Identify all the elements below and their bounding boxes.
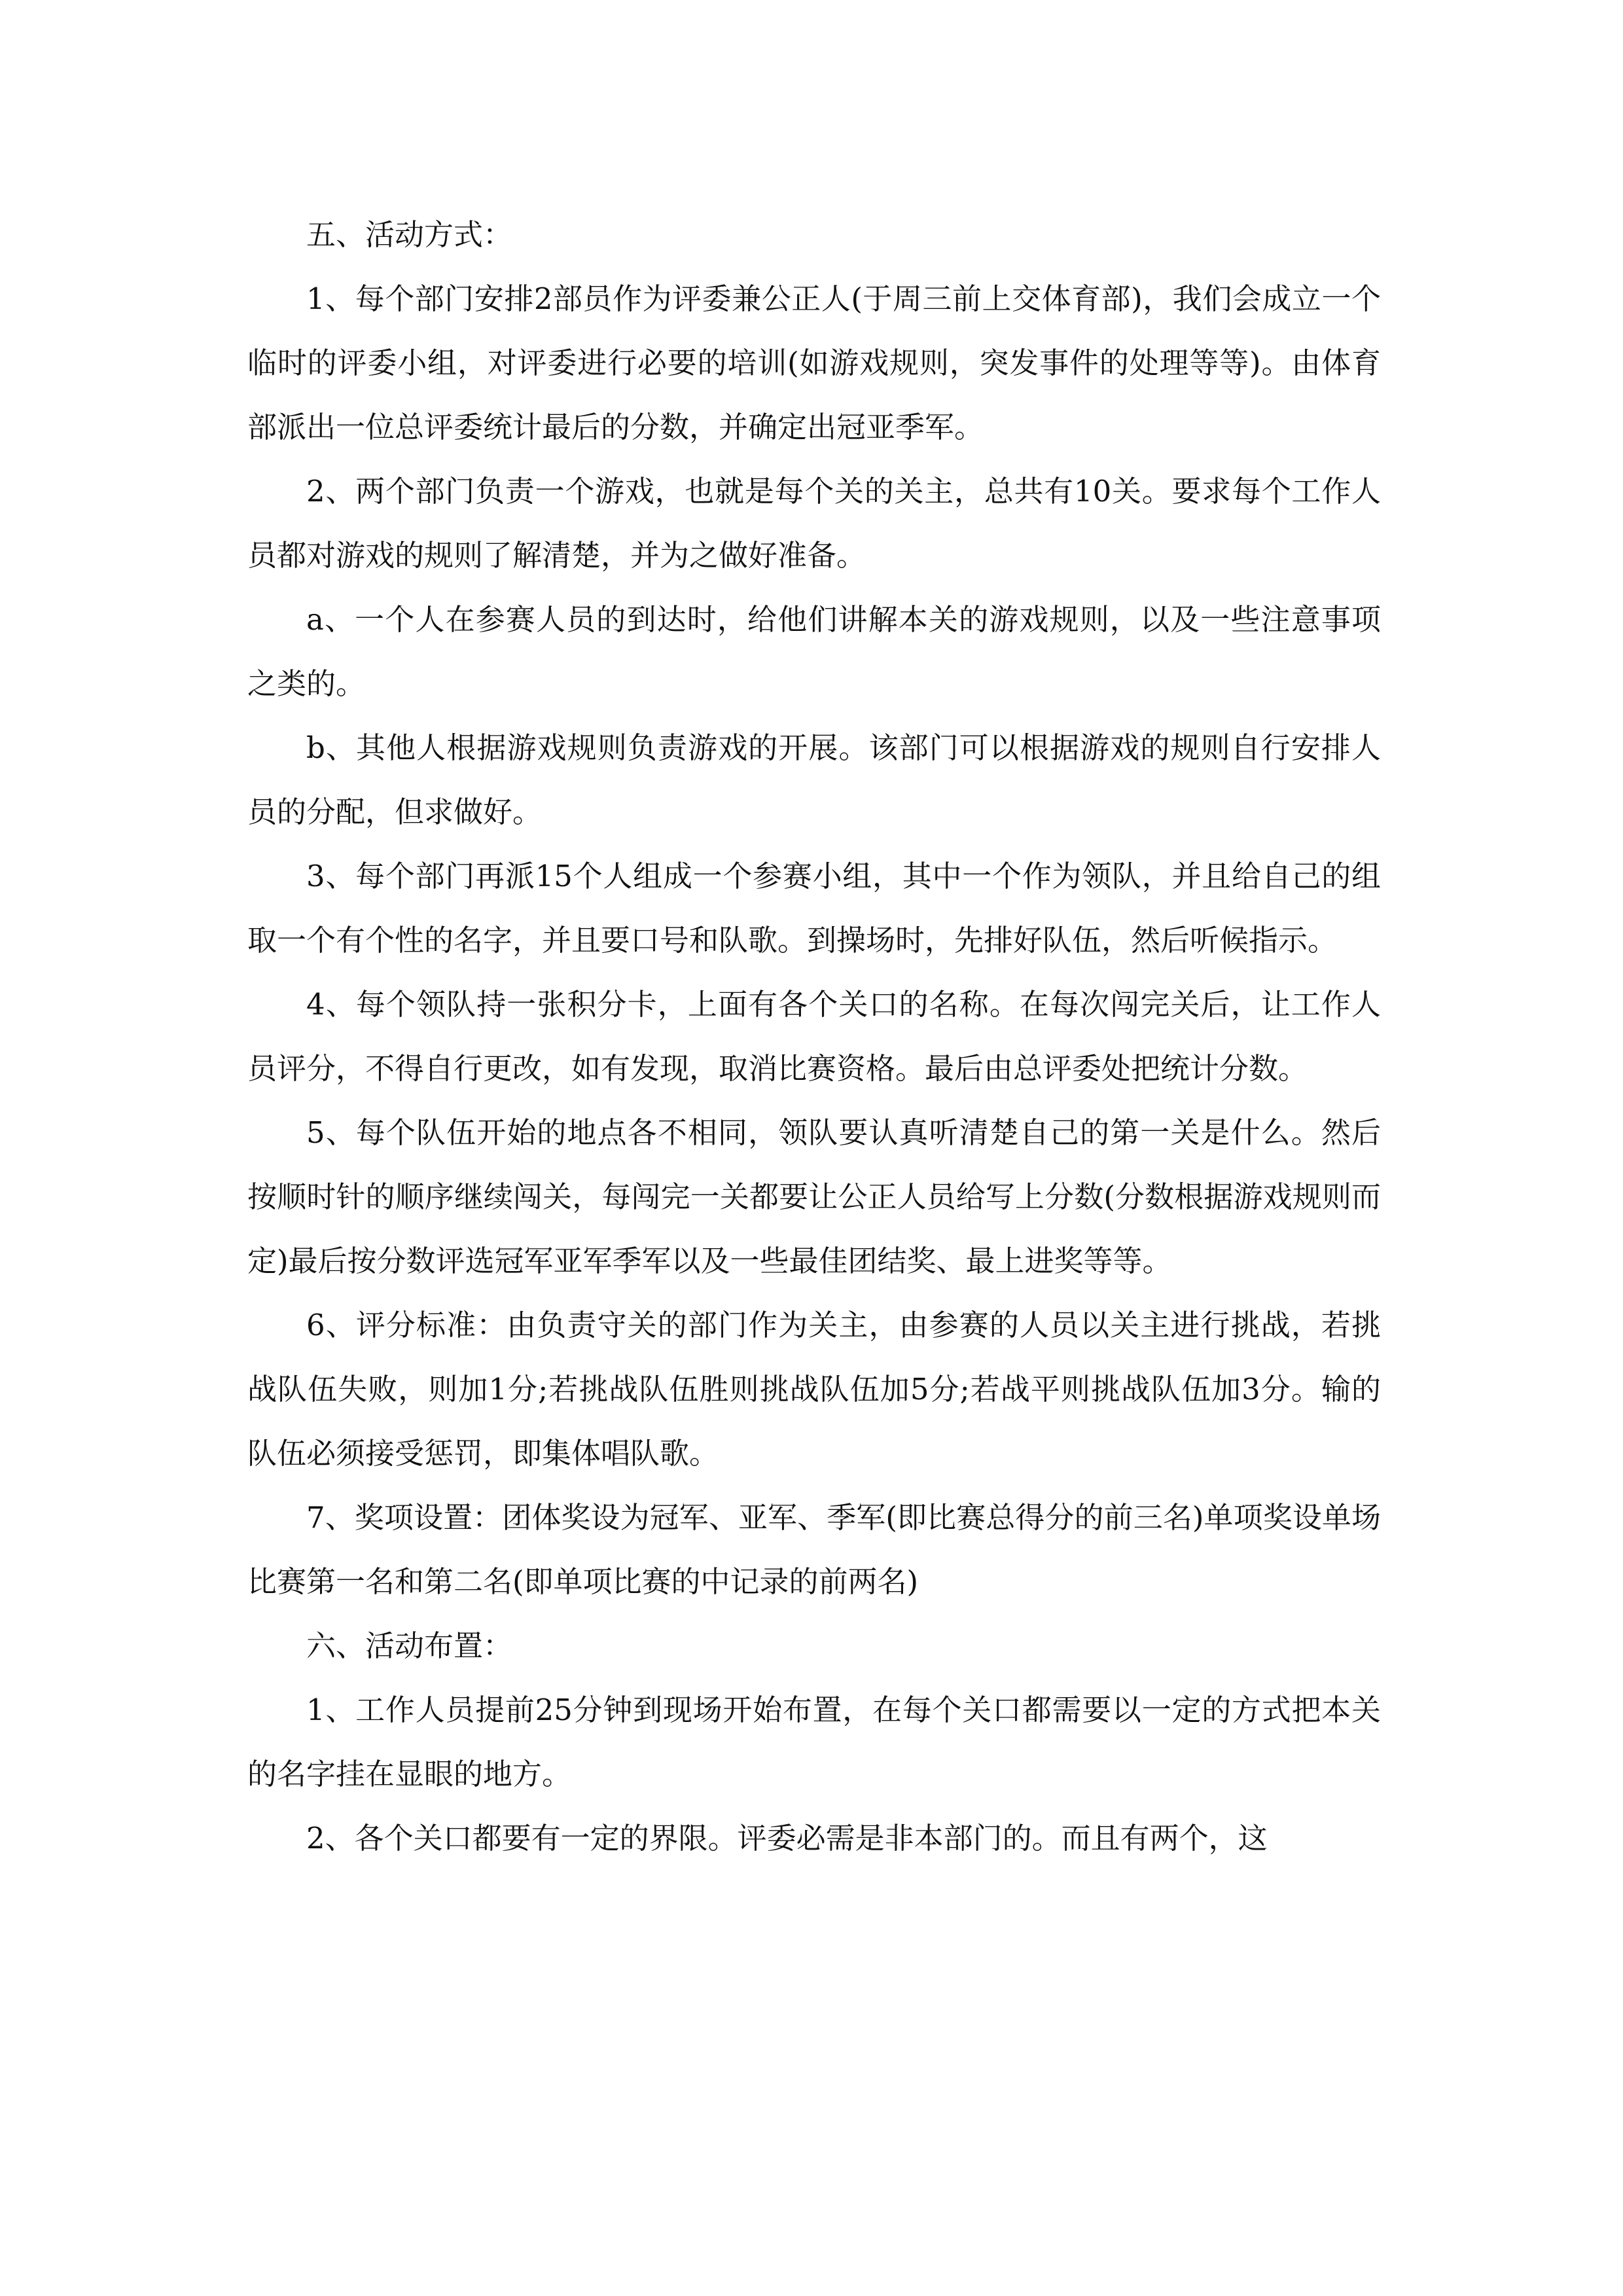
- paragraph-1: 1、每个部门安排2部员作为评委兼公正人(于周三前上交体育部)，我们会成立一个临时的评委小组，对评委进行必要的培训(如游戏规则，突发事件的处理等等)。由体育部派出一位总评委统计最后的分数，并确定出冠亚季军。: [247, 281, 1381, 444]
- paragraph-4: 4、每个领队持一张积分卡，上面有各个关口的名称。在每次闯完关后，让工作人员评分，不得自行更改，如有发现，取消比赛资格。最后由总评委处把统计分数。: [247, 987, 1381, 1086]
- setup-paragraph-1: 1、工作人员提前25分钟到现场开始布置，在每个关口都需要以一定的方式把本关的名字挂在显眼的地方。: [247, 1693, 1381, 1791]
- document-body: [247, 203, 1381, 1871]
- paragraph-b: b、其他人根据游戏规则负责游戏的开展。该部门可以根据游戏的规则自行安排人员的分配，但求做好。: [247, 730, 1381, 829]
- paragraph-6: 6、评分标准：由负责守关的部门作为关主，由参赛的人员以关主进行挑战，若挑战队伍失败，则加1分;若挑战队伍胜则挑战队伍加5分;若战平则挑战队伍加3分。输的队伍必须接受惩罚，即集体唱队歌。: [247, 1308, 1381, 1471]
- section-heading-activity-method: 五、活动方式：: [306, 217, 513, 252]
- paragraph-2: 2、两个部门负责一个游戏，也就是每个关的关主，总共有10关。要求每个工作人员都对游戏的规则了解清楚，并为之做好准备。: [247, 474, 1381, 573]
- paragraph-3: 3、每个部门再派15个人组成一个参赛小组，其中一个作为领队，并且给自己的组取一个有个性的名字，并且要口号和队歌。到操场时，先排好队伍，然后听候指示。: [247, 859, 1381, 958]
- setup-paragraph-2: 2、各个关口都要有一定的界限。评委必需是非本部门的。而且有两个，这: [306, 1821, 1268, 1856]
- paragraph-a: a、一个人在参赛人员的到达时，给他们讲解本关的游戏规则，以及一些注意事项之类的。: [247, 602, 1381, 701]
- paragraph-5: 5、每个队伍开始的地点各不相同，领队要认真听清楚自己的第一关是什么。然后按顺时针的顺序继续闯关，每闯完一关都要让公正人员给写上分数(分数根据游戏规则而定)最后按分数评选冠军亚军季军以及一些最佳团结奖、最上进奖等等。: [247, 1115, 1381, 1278]
- section-heading-activity-setup: 六、活动布置：: [306, 1628, 513, 1663]
- paragraph-7: 7、奖项设置：团体奖设为冠军、亚军、季军(即比赛总得分的前三名)单项奖设单场比赛第一名和第二名(即单项比赛的中记录的前两名): [247, 1500, 1381, 1599]
